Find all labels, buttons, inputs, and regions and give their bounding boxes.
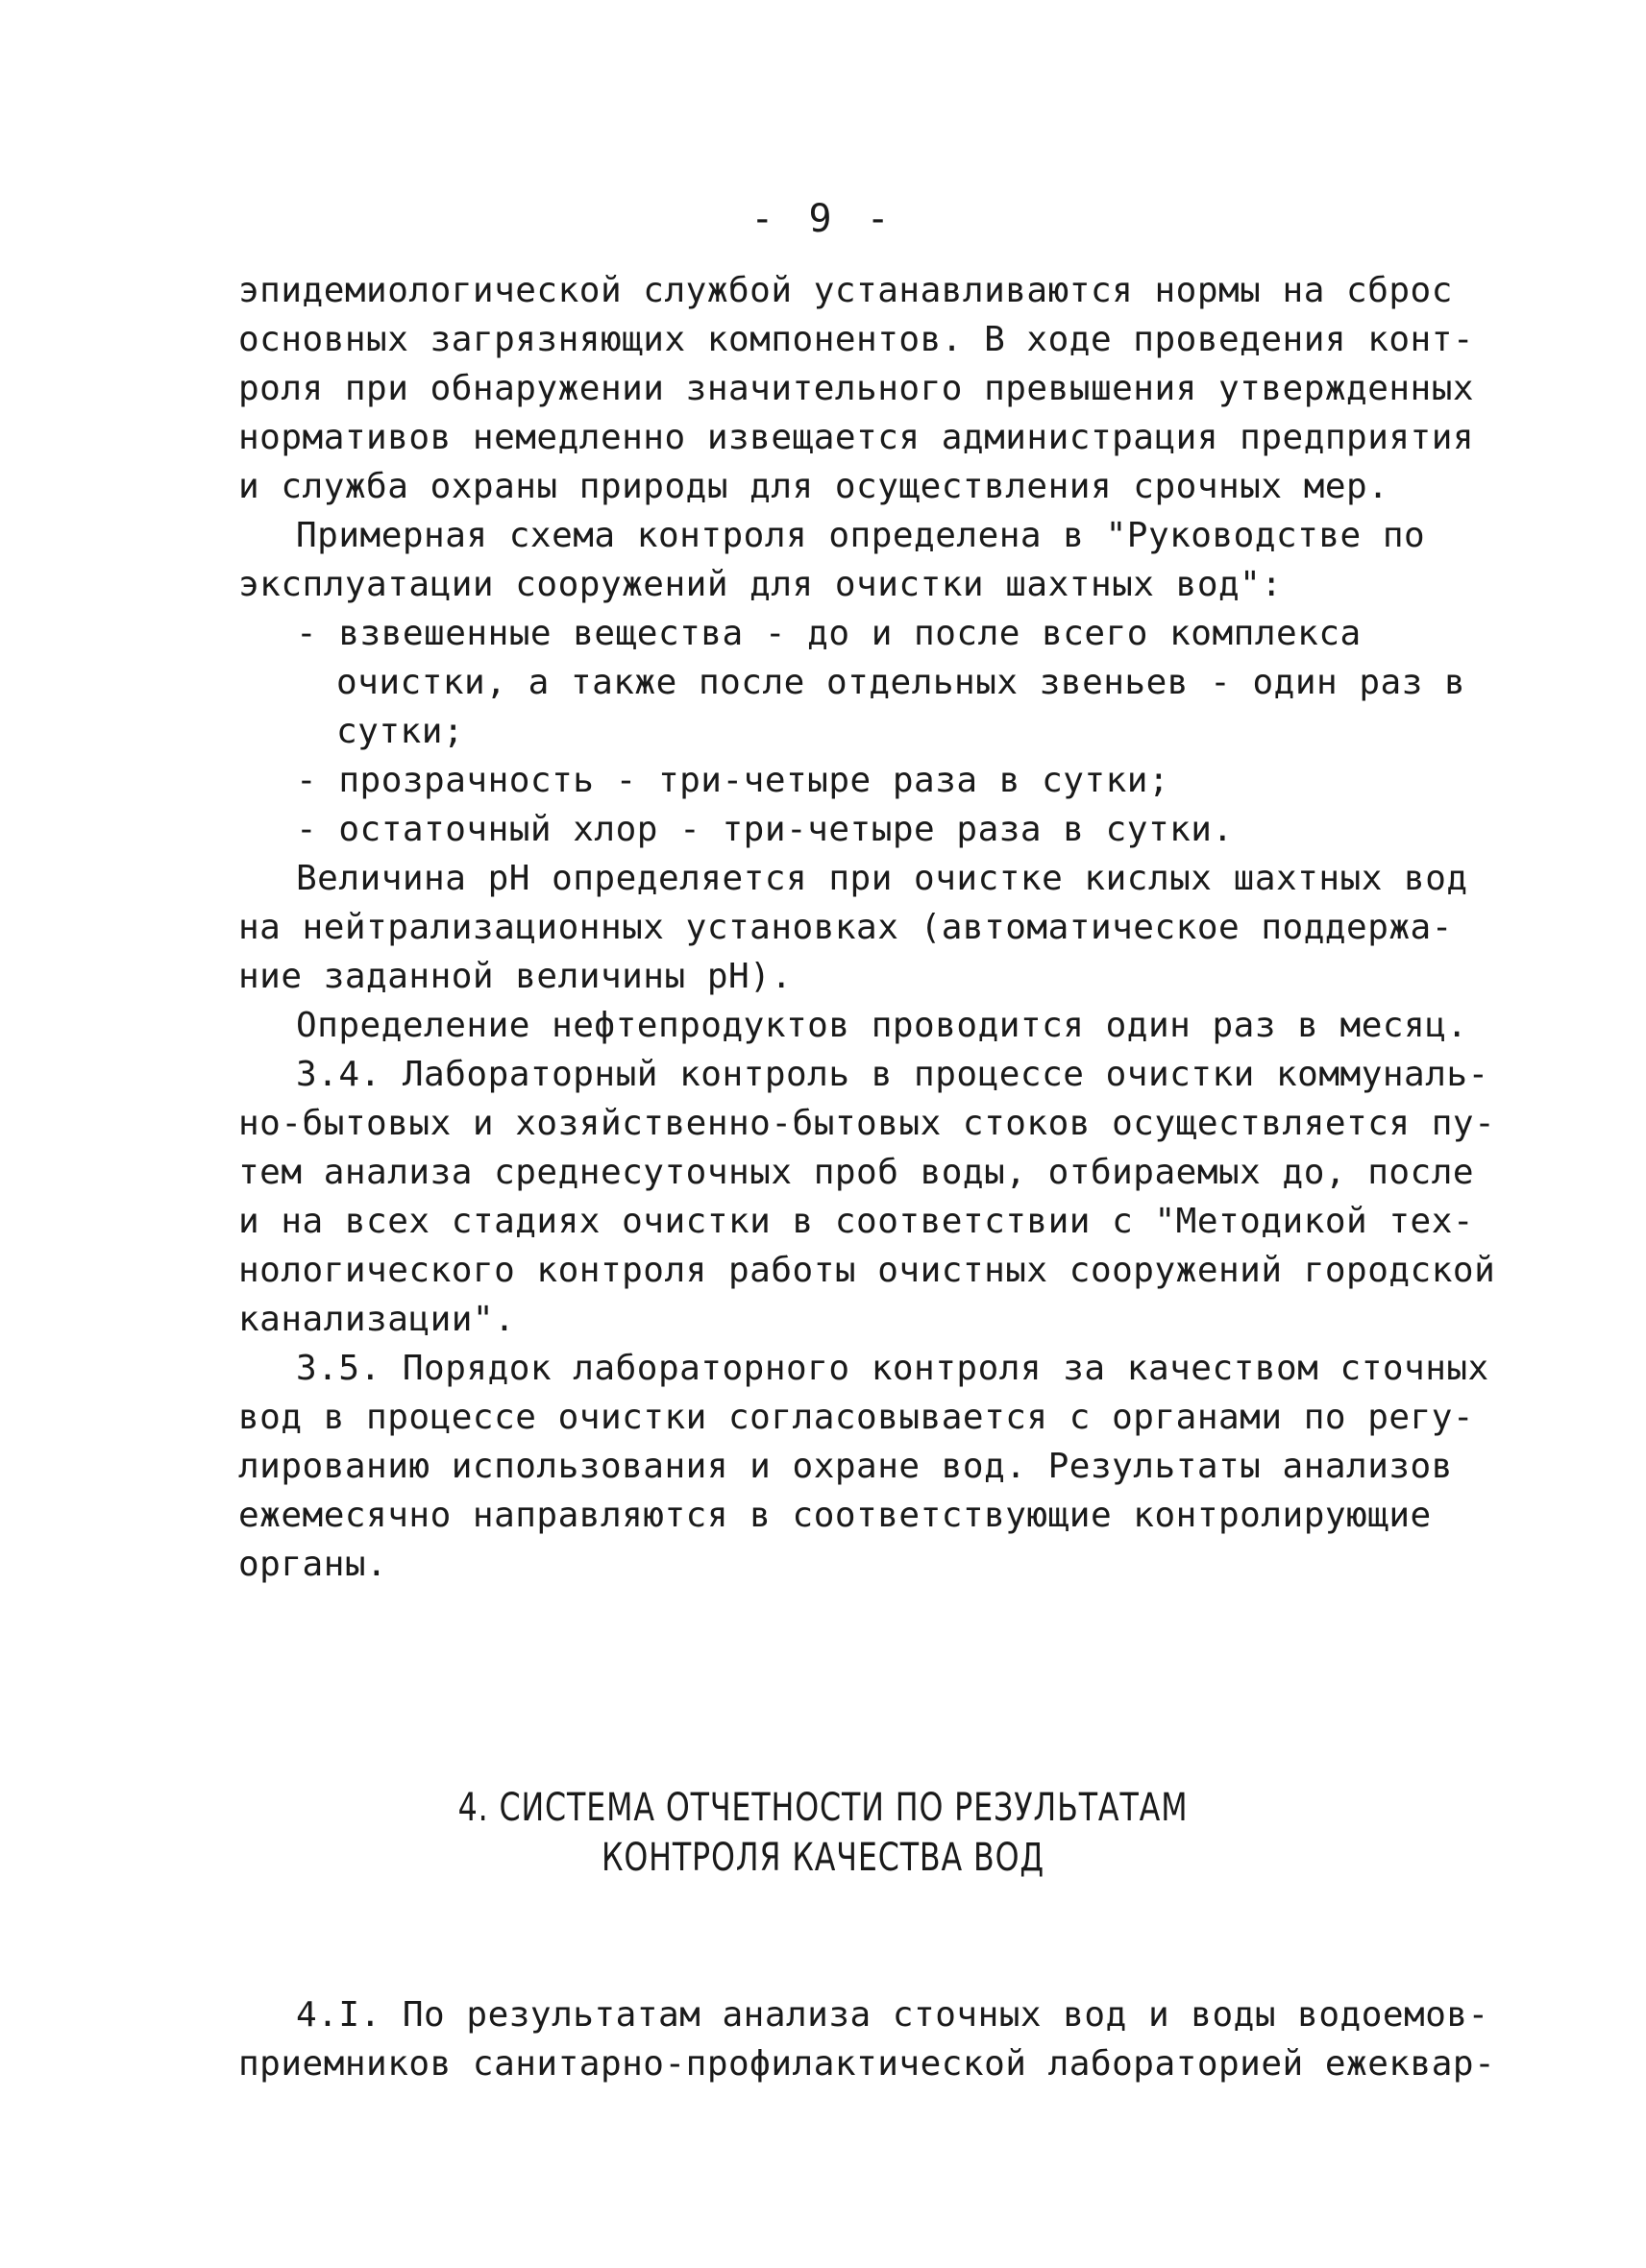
text-line: эпидемиологической службой устанавливаются нормы на сброс [238, 271, 1453, 310]
text-line: ежемесячно направляются в соответствующие контролирующие [238, 1496, 1432, 1535]
text-line: ние заданной величины pH). [238, 957, 793, 996]
bullet-item: - остаточный хлор - три-четыре раза в сутки. [296, 810, 1234, 849]
bullet-item: - взвешенные вещества - до и после всего комплекса [296, 614, 1362, 653]
text-line: лированию использования и охране вод. Результаты анализов [238, 1447, 1453, 1486]
text-line: канализации". [238, 1300, 516, 1339]
section-heading: КОНТРОЛЯ КАЧЕСТВА ВОД [601, 1836, 1045, 1880]
text-line: и на всех стадиях очистки в соответствии с "Методикой тех- [238, 1202, 1475, 1241]
section-heading: 4. СИСТЕМА ОТЧЕТНОСТИ ПО РЕЗУЛЬТАТАМ [457, 1786, 1189, 1830]
text-line: и служба охраны природы для осуществления срочных мер. [238, 467, 1389, 506]
text-line: Величина pH определяется при очистке кислых шахтных вод [296, 859, 1468, 898]
text-line: вод в процессе очистки согласовывается с органами по регу- [238, 1398, 1475, 1437]
text-line: органы. [238, 1545, 388, 1584]
text-line: на нейтрализационных установках (автоматическое поддержа- [238, 908, 1453, 947]
bullet-item-continuation: очистки, а также после отдельных звеньев - один раз в [336, 663, 1466, 702]
text-line: 4.I. По результатам анализа сточных вод и воды водоемов- [296, 1995, 1489, 2035]
text-line: роля при обнаружении значительного превышения утвержденных [238, 369, 1475, 408]
text-line: но-бытовых и хозяйственно-бытовых стоков осуществляется пу- [238, 1104, 1496, 1143]
text-line: основных загрязняющих компонентов. В ходе проведения конт- [238, 320, 1475, 359]
text-line: нормативов немедленно извещается администрация предприятия [238, 418, 1475, 457]
text-line: Определение нефтепродуктов проводится один раз в месяц. [296, 1006, 1468, 1045]
bullet-item-continuation: сутки; [336, 712, 465, 751]
text-line: нологического контроля работы очистных сооружений городской [238, 1251, 1496, 1290]
text-line: приемников санитарно-профилактической лабораторией ежеквар- [238, 2044, 1496, 2084]
text-line: 3.4. Лабораторный контроль в процессе очистки коммуналь- [296, 1055, 1489, 1094]
page-number: - 9 - [750, 197, 896, 241]
text-line: тем анализа среднесуточных проб воды, отбираемых до, после [238, 1153, 1475, 1192]
text-line: 3.5. Порядок лабораторного контроля за качеством сточных [296, 1349, 1489, 1388]
bullet-item: - прозрачность - три-четыре раза в сутки; [296, 761, 1170, 800]
text-line: Примерная схема контроля определена в "Руководстве по [296, 516, 1426, 555]
text-line: эксплуатации сооружений для очистки шахтных вод": [238, 565, 1283, 604]
